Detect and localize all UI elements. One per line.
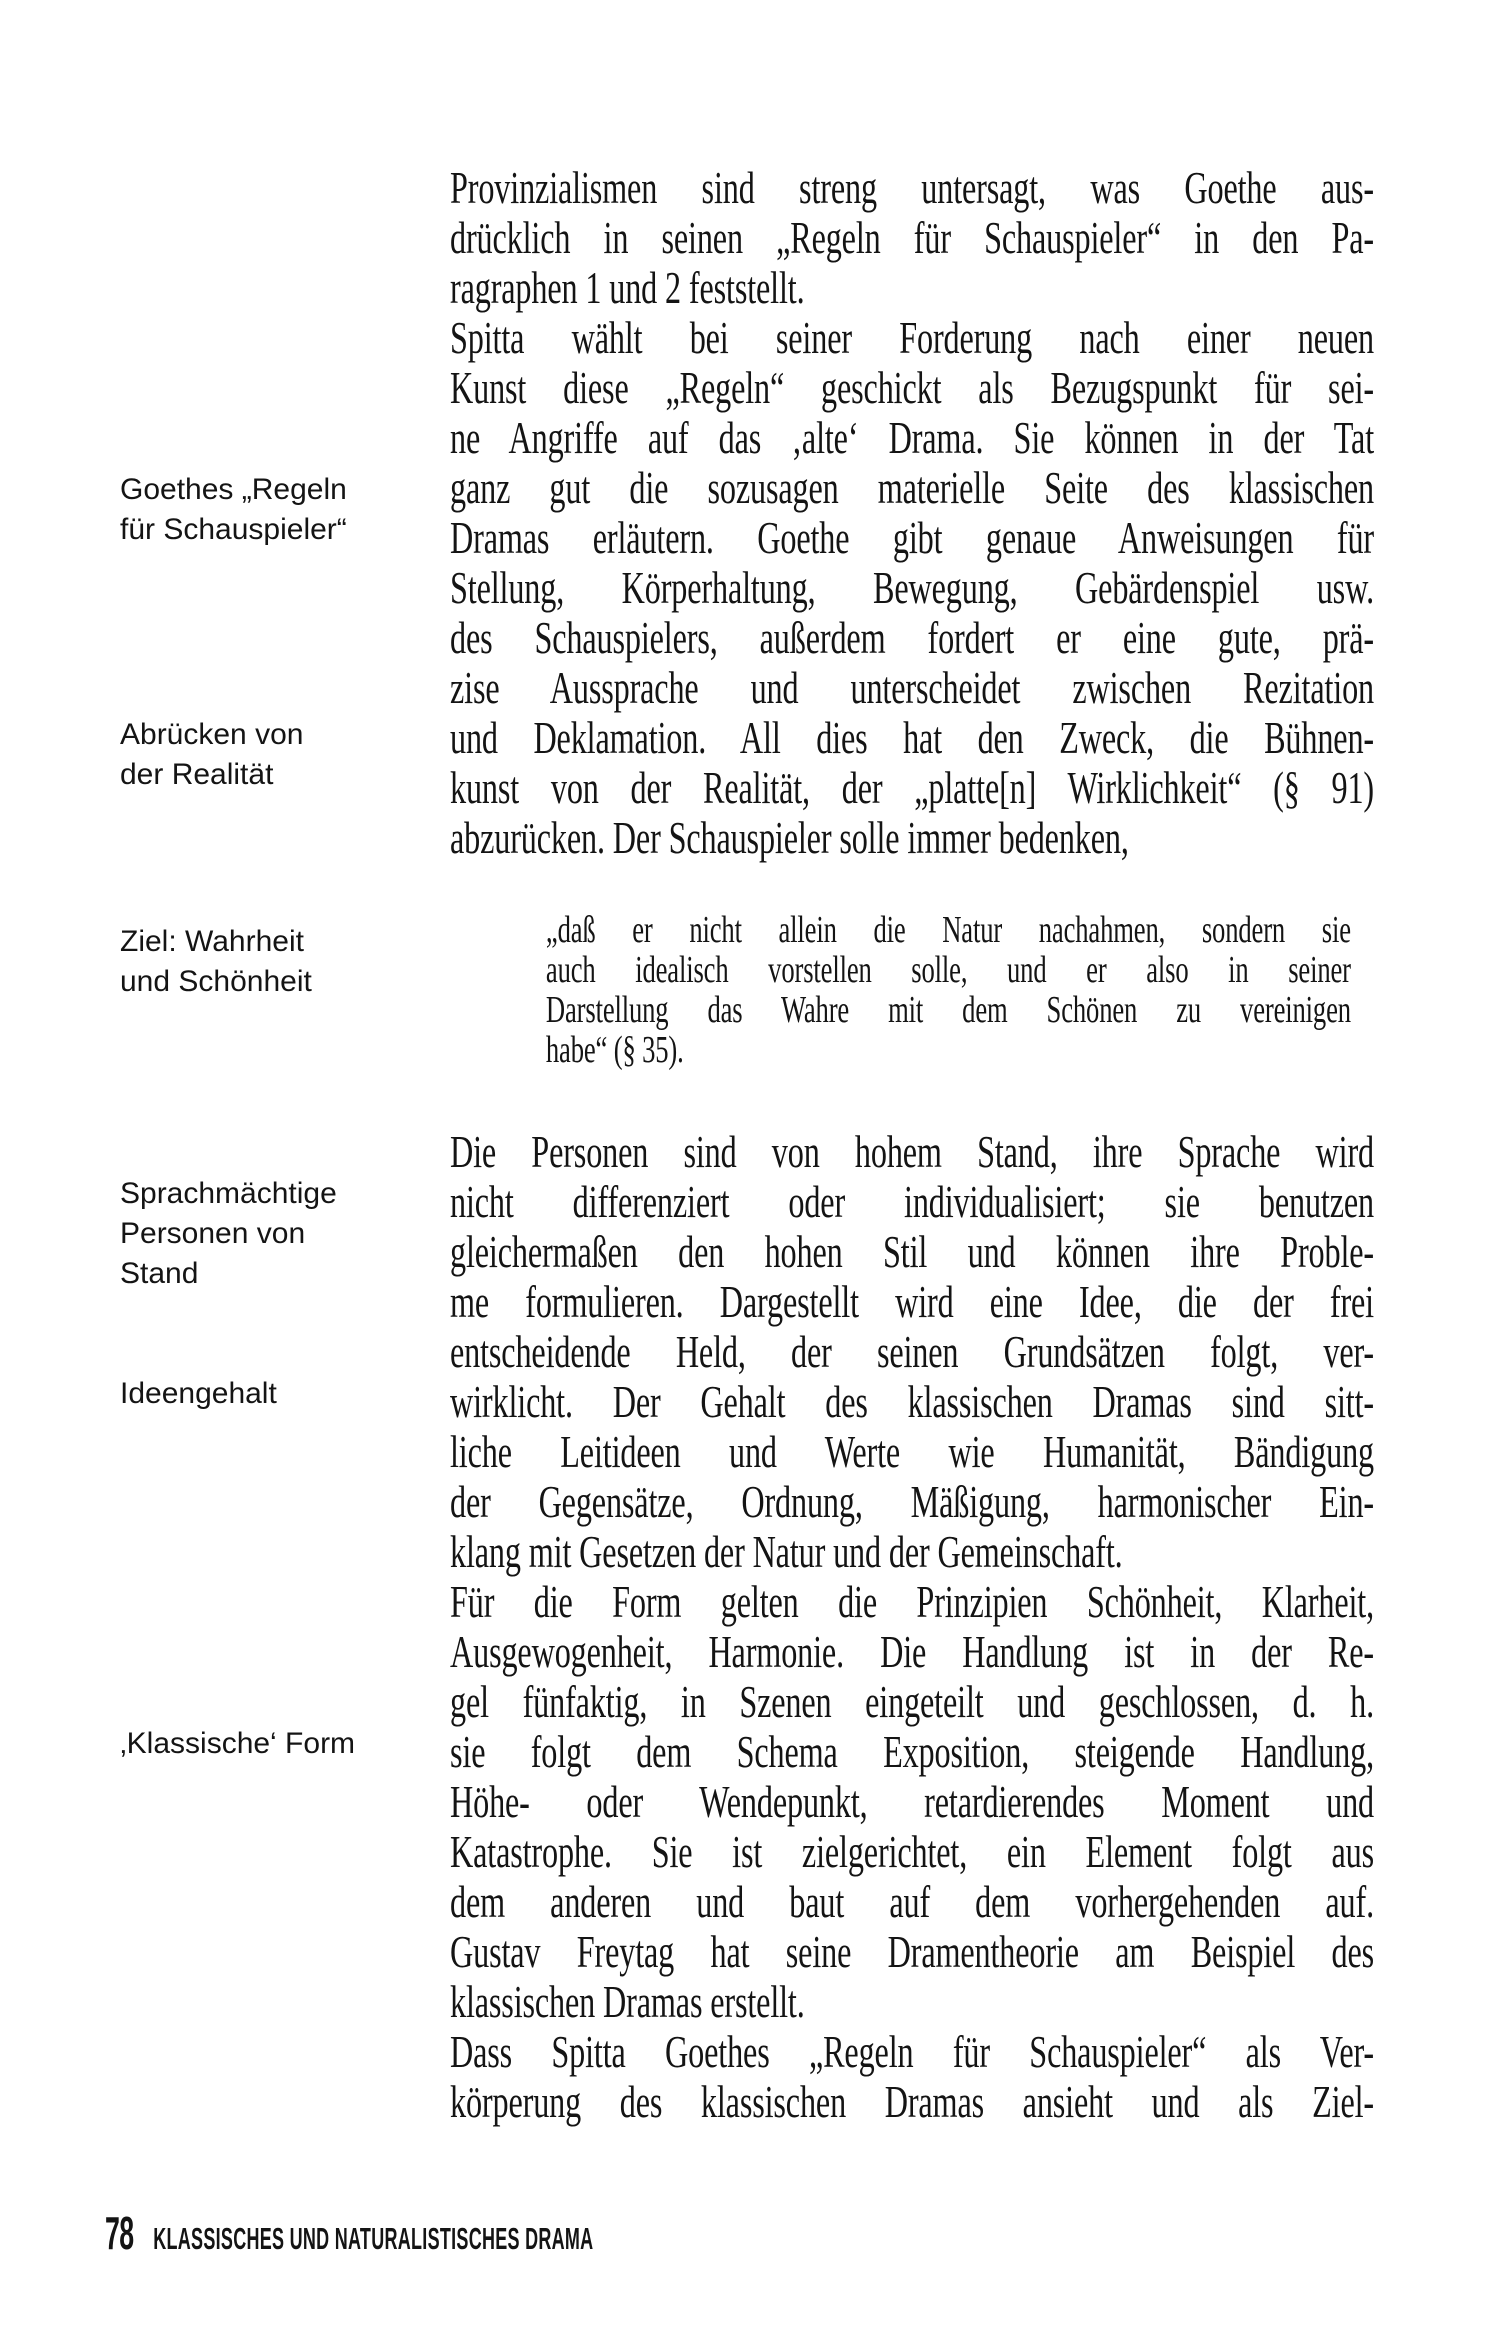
quote-line: Darstellung das Wahre mit dem Schönen zu vereinigen [545,989,1351,1031]
margin-note-line: Ziel: Wahrheit [120,925,304,958]
margin-note-goethes-regeln-fuer-schauspieler [120,470,440,550]
text-line: körperung des klassischen Dramas ansieht und als Ziel- [450,2076,1374,2127]
quote-line: auch idealisch vorstellen solle, und er also in seiner [545,949,1351,991]
text-line: gel fünfaktig, in Szenen eingeteilt und geschlossen, d. h. [450,1676,1374,1727]
margin-note-klassische-form [120,1724,440,1764]
text-line: Ausgewogenheit, Harmonie. Die Handlung ist in der Re- [450,1626,1374,1677]
quote-line: habe“ (§ 35). [545,1029,684,1071]
margin-note-line: der Realität [120,758,274,791]
text-line: Provinzialismen sind streng untersagt, was Goethe aus- [450,162,1374,213]
paragraph [450,1127,1374,1577]
text-line: zise Aussprache und unterscheidet zwischen Rezitation [450,662,1374,713]
text-line: Die Personen sind von hohem Stand, ihre Sprache wird [450,1126,1374,1177]
margin-note-line: Stand [120,1257,199,1290]
margin-note-ideengehalt [120,1374,440,1414]
margin-note-ziel-wahrheit-und-schoenheit [120,922,440,1002]
page-number: 78 [105,2207,134,2259]
text-line: entscheidende Held, der seinen Grundsätzen folgt, ver- [450,1326,1374,1377]
text-line: me formulieren. Dargestellt wird eine Idee, die der frei [450,1276,1374,1327]
text-line: dem anderen und baut auf dem vorhergehenden auf. [450,1876,1374,1927]
page-footer [105,2206,593,2260]
text-line: ne Angriffe auf das ‚alte‘ Drama. Sie können in der Tat [450,412,1374,463]
text-line: drücklich in seinen „Regeln für Schauspieler“ in den Pa- [450,212,1374,263]
text-line: Für die Form gelten die Prinzipien Schönheit, Klarheit, [450,1576,1374,1627]
text-line: und Deklamation. All dies hat den Zweck, die Bühnen- [450,712,1374,763]
text-line: Höhe- oder Wendepunkt, retardierendes Moment und [450,1776,1374,1827]
chapter-title: KLASSISCHES UND NATURALISTISCHES DRAMA [153,2221,594,2256]
text-line: abzurücken. Der Schauspieler solle immer bedenken, [450,812,1129,863]
text-line: wirklicht. Der Gehalt des klassischen Dramas sind sitt- [450,1376,1374,1427]
paragraph [450,1577,1374,2027]
margin-note-line: Sprachmächtige [120,1177,337,1210]
text-line: ganz gut die sozusagen materielle Seite des klassischen [450,462,1374,513]
margin-note-abruecken-von-der-realitaet [120,715,440,795]
margin-note-sprachmaechtige-personen-von-stand [120,1174,440,1294]
text-line: Dramas erläutern. Goethe gibt genaue Anweisungen für [450,512,1374,563]
margin-note-line: Goethes „Regeln [120,473,347,506]
text-line: kunst von der Realität, der „platte[n] Wirklichkeit“ (§ 91) [450,762,1374,813]
body-text-column [450,163,1374,2127]
text-line: Gustav Freytag hat seine Dramentheorie am Beispiel des [450,1926,1374,1977]
text-line: Katastrophe. Sie ist zielgerichtet, ein Element folgt aus [450,1826,1374,1877]
margin-note-line: Ideengehalt [120,1377,277,1410]
text-line: sie folgt dem Schema Exposition, steigende Handlung, [450,1726,1374,1777]
margin-note-line: Personen von [120,1217,306,1250]
text-line: ragraphen 1 und 2 feststellt. [450,262,805,313]
text-line: gleichermaßen den hohen Stil und können ihre Proble- [450,1226,1374,1277]
text-line: Stellung, Körperhaltung, Bewegung, Gebärdenspiel usw. [450,562,1374,613]
margin-note-line: ‚Klassische‘ Form [120,1727,356,1760]
text-line: des Schauspielers, außerdem fordert er eine gute, prä- [450,612,1374,663]
quote-line: „daß er nicht allein die Natur nachahmen, sondern sie [545,909,1351,951]
margin-note-line: und Schönheit [120,965,312,998]
paragraph [450,2027,1374,2127]
text-line: der Gegensätze, Ordnung, Mäßigung, harmonischer Ein- [450,1476,1374,1527]
paragraph [450,163,1374,313]
text-line: klassischen Dramas erstellt. [450,1976,805,2027]
text-line: nicht differenziert oder individualisiert; sie benutzen [450,1176,1374,1227]
text-line: Kunst diese „Regeln“ geschickt als Bezugspunkt für sei- [450,362,1374,413]
margin-note-line: für Schauspieler“ [120,513,347,546]
text-line: liche Leitideen und Werte wie Humanität, Bändigung [450,1426,1374,1477]
text-line: klang mit Gesetzen der Natur und der Gemeinschaft. [450,1526,1123,1577]
text-line: Spitta wählt bei seiner Forderung nach einer neuen [450,312,1374,363]
margin-note-line: Abrücken von [120,718,304,751]
paragraph [450,313,1374,863]
blockquote [546,910,1351,1070]
text-line: Dass Spitta Goethes „Regeln für Schauspieler“ als Ver- [450,2026,1374,2077]
